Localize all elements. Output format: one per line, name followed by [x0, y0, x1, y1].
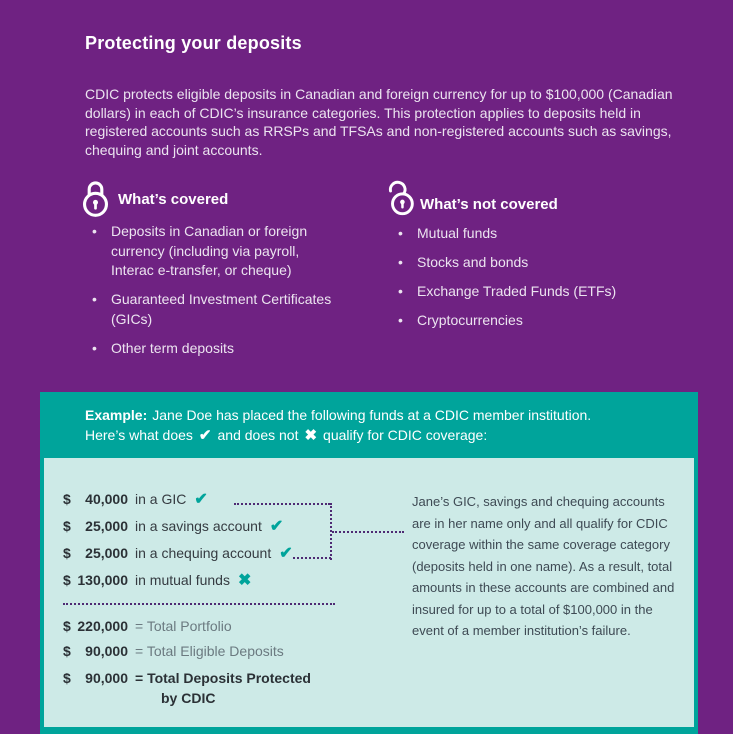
amount-value: 130,000	[77, 572, 128, 588]
intro-paragraph: CDIC protects eligible deposits in Canadian and foreign currency for up to $100,000 (Canadian dollars) in each of CDIC’s insurance categories. This protection applies to deposits held in registered accounts such as RRSPs and TFSAs and non-registered accounts such as savings, chequing and joint accounts.	[85, 86, 673, 158]
example-intro-text: Jane Doe has placed the following funds at a CDIC member institution.	[152, 407, 592, 423]
covered-item-text: Deposits in Canadian or foreign currency (including via payroll, Interac e-transfer, or cheque)	[111, 223, 308, 278]
bullet-icon: •	[92, 339, 97, 356]
not-covered-item-text: Cryptocurrencies	[417, 312, 523, 328]
not-covered-item-text: Exchange Traded Funds (ETFs)	[417, 283, 617, 299]
locked-padlock-icon	[79, 178, 112, 223]
dollar-sign: $	[63, 572, 71, 588]
list-item	[398, 311, 698, 331]
check-icon: ✔	[279, 545, 293, 562]
explanation-text: Jane’s GIC, savings and chequing accounts are in her name only and all qualify for CDIC coverage within the same coverage category (deposits held in one name). As a result, total amounts in these accounts are combined and insured for up to a total of $100,000 in the event of a member institution’s failure.	[412, 494, 675, 638]
example-intro-text: and does not	[217, 427, 299, 443]
amount-desc: in a chequing account	[135, 545, 272, 561]
example-label: Example:	[85, 407, 148, 423]
covered-list	[92, 222, 342, 368]
amount-desc: in a savings account	[135, 518, 262, 534]
bullet-icon: •	[92, 223, 97, 239]
amount-value: 25,000	[85, 518, 128, 534]
example-intro-text: qualify for CDIC coverage:	[323, 427, 488, 443]
check-icon: ✔	[269, 518, 284, 535]
not-covered-item-text: Mutual funds	[417, 225, 498, 241]
dollar-sign: $	[63, 545, 71, 561]
bullet-icon: •	[398, 225, 403, 241]
example-header	[85, 405, 591, 446]
dotted-separator	[63, 603, 335, 605]
not-covered-heading: What’s not covered	[420, 196, 558, 213]
list-item	[398, 253, 698, 273]
covered-item-text: Other term deposits	[111, 339, 234, 356]
total-desc-line2: by CDIC	[161, 690, 216, 706]
check-icon: ✔	[194, 491, 208, 508]
not-covered-list	[398, 224, 698, 340]
list-item	[398, 224, 698, 244]
check-icon: ✔	[198, 427, 212, 444]
total-value: 90,000	[85, 670, 128, 686]
total-row	[63, 668, 311, 708]
amount-row	[63, 543, 293, 570]
dotted-connector-chequing	[293, 557, 331, 559]
dollar-sign: $	[63, 618, 71, 634]
example-header-line2	[85, 425, 591, 446]
total-desc: = Total Portfolio	[135, 618, 232, 634]
list-item	[92, 339, 342, 359]
cross-icon: ✖	[237, 572, 252, 589]
covered-item-text: Guaranteed Investment Certificates (GICs)	[111, 291, 332, 327]
bullet-icon: •	[92, 291, 97, 307]
amount-desc: in a GIC	[135, 491, 187, 507]
bullet-icon: •	[398, 312, 403, 328]
not-covered-item-text: Stocks and bonds	[417, 254, 529, 270]
amounts-list	[63, 489, 293, 597]
dollar-sign: $	[63, 670, 71, 686]
bullet-icon: •	[398, 254, 403, 270]
amount-desc: in mutual funds	[135, 572, 230, 588]
bullet-icon: •	[398, 283, 403, 299]
example-header-line1	[85, 405, 591, 425]
amount-row	[63, 570, 293, 597]
dotted-connector-gic	[234, 503, 330, 505]
list-item	[398, 282, 698, 302]
covered-heading: What’s covered	[118, 191, 229, 208]
example-intro-text: Here’s what does	[85, 427, 193, 443]
dotted-connector-to-text	[332, 531, 404, 533]
amount-row	[63, 516, 293, 543]
total-desc: = Total Eligible Deposits	[135, 643, 284, 659]
total-desc	[135, 668, 311, 708]
total-value: 220,000	[77, 618, 128, 634]
total-row	[63, 643, 311, 668]
unlocked-padlock-icon	[385, 174, 418, 223]
dollar-sign: $	[63, 518, 71, 534]
list-item	[92, 290, 342, 329]
total-value: 90,000	[85, 643, 128, 659]
example-box	[40, 392, 698, 734]
list-item	[92, 222, 342, 281]
amount-value: 25,000	[85, 545, 128, 561]
dollar-sign: $	[63, 491, 71, 507]
totals-list	[63, 618, 311, 708]
dollar-sign: $	[63, 643, 71, 659]
total-row	[63, 618, 311, 643]
total-desc-line1: = Total Deposits Protected	[135, 670, 311, 686]
amount-value: 40,000	[85, 491, 128, 507]
cross-icon: ✖	[304, 427, 318, 444]
page-title: Protecting your deposits	[85, 33, 302, 53]
